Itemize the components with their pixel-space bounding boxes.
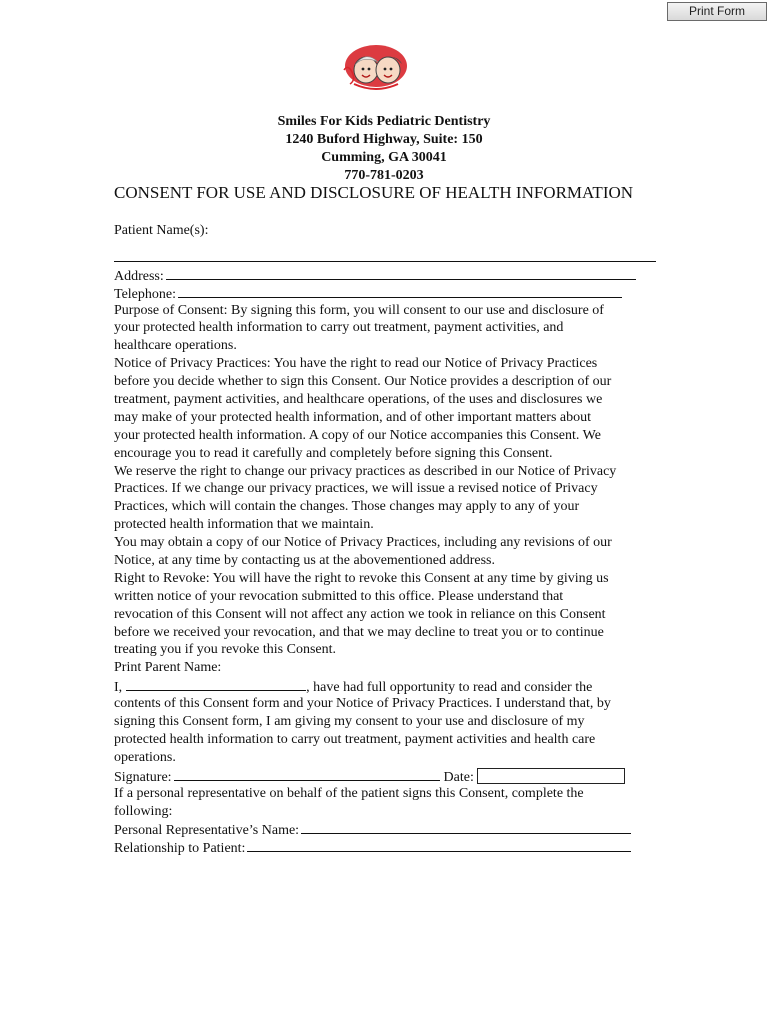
relationship-row <box>114 838 659 856</box>
text-line: written notice of your revocation submitted to this office. Please understand that <box>114 588 564 604</box>
notice-paragraph <box>114 355 659 462</box>
practice-name: Smiles For Kids Pediatric Dentistry <box>277 114 491 129</box>
text-line: If a personal representative on behalf of the patient signs this Consent, complete the <box>114 785 584 801</box>
date-label: Date: <box>443 769 474 785</box>
address-label: Address: <box>114 268 164 284</box>
text-line: You may obtain a copy of our Notice of Privacy Practices, including any revisions of our <box>114 535 612 551</box>
text-line: Purpose of Consent: By signing this form, you will consent to our use and disclosure of <box>114 302 604 318</box>
text-line: before you decide whether to sign this Consent. Our Notice provides a description of our <box>114 374 612 390</box>
practice-city: Cumming, GA 30041 <box>321 150 447 165</box>
patient-names-label: Patient Name(s): <box>114 223 209 238</box>
text-line: Notice of Privacy Practices: You have the right to read our Notice of Privacy Practices <box>114 356 598 372</box>
patient-names-line[interactable] <box>114 248 659 266</box>
rep-name-line[interactable] <box>301 820 631 834</box>
relationship-line[interactable] <box>247 838 631 852</box>
date-field[interactable] <box>477 768 625 784</box>
text-line: Practices. If we change our privacy practices, we will issue a revised notice of Privacy <box>114 481 598 497</box>
relationship-label: Relationship to Patient: <box>114 841 246 857</box>
text-line: healthcare operations. <box>114 338 237 354</box>
text-line: Right to Revoke: You will have the right to revoke this Consent at any time by giving us <box>114 570 609 586</box>
i-after-text: , have had full opportunity to read and consider the <box>306 680 593 696</box>
text-line: protected health information that we maintain. <box>114 517 374 533</box>
text-line: encourage you to read it carefully and completely before signing this Consent. <box>114 445 553 461</box>
rep-name-row <box>114 820 659 838</box>
text-line: your protected health information. A copy of our Notice accompanies this Consent. We <box>114 427 601 443</box>
form-body <box>114 222 659 856</box>
parent-name-row <box>114 677 659 695</box>
practice-header <box>114 113 654 185</box>
text-line: operations. <box>114 749 176 765</box>
signature-line[interactable] <box>174 767 440 781</box>
text-line: revocation of this Consent will not affect any action we took in reliance on this Consent <box>114 606 606 622</box>
i-label: I, <box>114 680 123 696</box>
text-line: Practices, which will contain the changes. Those changes may apply to any of your <box>114 499 580 515</box>
reserve-paragraph <box>114 463 659 535</box>
signature-label: Signature: <box>114 769 172 785</box>
telephone-label: Telephone: <box>114 286 176 302</box>
representative-paragraph <box>114 785 659 821</box>
text-line: We reserve the right to change our privacy practices as described in our Notice of Privacy <box>114 463 617 479</box>
form-title: CONSENT FOR USE AND DISCLOSURE OF HEALTH INFORMATION <box>114 183 634 202</box>
signature-row <box>114 767 659 785</box>
practice-address: 1240 Buford Highway, Suite: 150 <box>285 132 483 147</box>
print-parent-label: Print Parent Name: <box>114 660 222 676</box>
purpose-paragraph <box>114 302 659 356</box>
text-line: protected health information to carry out treatment, payment activities and health care <box>114 731 596 747</box>
text-line: before we received your revocation, and that we may decline to treat you or to continue <box>114 624 604 640</box>
kids-dentistry-logo-icon <box>336 40 416 96</box>
telephone-row <box>114 284 659 302</box>
print-form-button[interactable]: Print Form <box>667 2 767 21</box>
address-line[interactable] <box>166 266 636 280</box>
text-line: may make of your protected health information, and of other important matters about <box>114 409 592 425</box>
text-line: treatment, payment activities, and healthcare operations, of the uses and disclosures we <box>114 392 603 408</box>
practice-logo <box>336 40 416 96</box>
text-line: contents of this Consent form and your Notice of Privacy Practices. I understand that, by <box>114 696 611 712</box>
consent-paragraph <box>114 695 659 767</box>
text-line: your protected health information to carry out treatment, payment activities, and <box>114 320 564 336</box>
text-line: Notice, at any time by contacting us at the abovementioned address. <box>114 553 495 569</box>
telephone-line[interactable] <box>178 284 622 298</box>
address-row <box>114 266 659 284</box>
revoke-paragraph <box>114 570 659 659</box>
text-line: following: <box>114 803 173 819</box>
copy-paragraph <box>114 534 659 570</box>
text-line: treating you if you revoke this Consent. <box>114 642 337 658</box>
rep-name-label: Personal Representative’s Name: <box>114 823 300 839</box>
parent-name-line[interactable] <box>126 677 306 691</box>
text-line: signing this Consent form, I am giving my consent to your use and disclosure of my <box>114 714 585 730</box>
practice-phone: 770-781-0203 <box>344 168 424 183</box>
